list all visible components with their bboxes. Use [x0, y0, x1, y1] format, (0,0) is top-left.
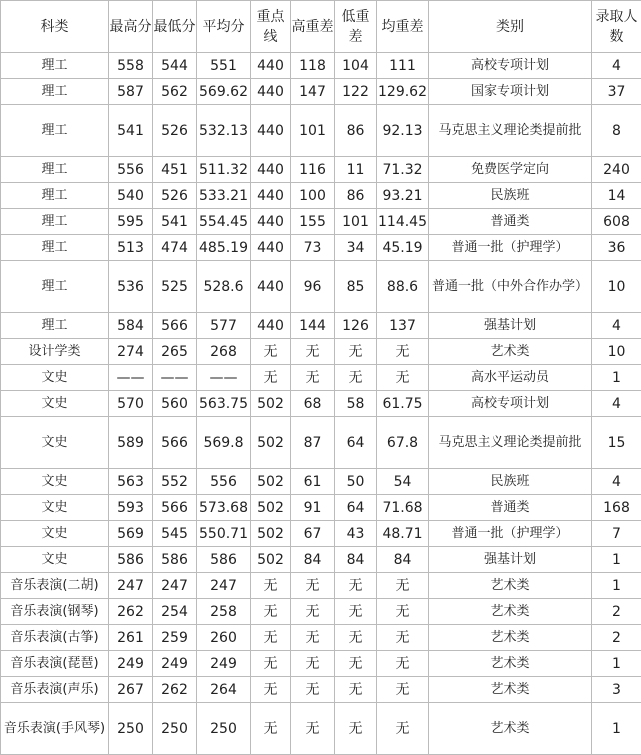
- header-avg-score: 平均分: [197, 1, 251, 53]
- high-diff-cell: 无: [291, 677, 335, 703]
- min-score-cell: 586: [153, 547, 197, 573]
- high-diff-cell: 116: [291, 157, 335, 183]
- max-score-cell: 586: [109, 547, 153, 573]
- high-diff-cell: 144: [291, 313, 335, 339]
- max-score-cell: 536: [109, 261, 153, 313]
- key-line-cell: 440: [251, 313, 291, 339]
- avg-score-cell: 260: [197, 625, 251, 651]
- high-diff-cell: 147: [291, 79, 335, 105]
- low-diff-cell: 50: [335, 469, 377, 495]
- key-line-cell: 无: [251, 365, 291, 391]
- table-row: [1, 677, 641, 703]
- min-score-cell: 541: [153, 209, 197, 235]
- admission-type-cell: 强基计划: [429, 547, 592, 573]
- max-score-cell: 589: [109, 417, 153, 469]
- max-score-cell: 587: [109, 79, 153, 105]
- header-row: [1, 1, 641, 53]
- subject-category-cell: 设计学类: [1, 339, 109, 365]
- min-score-cell: 552: [153, 469, 197, 495]
- low-diff-cell: 84: [335, 547, 377, 573]
- subject-category-cell: 理工: [1, 53, 109, 79]
- low-diff-cell: 无: [335, 677, 377, 703]
- key-line-cell: 502: [251, 521, 291, 547]
- high-diff-cell: 68: [291, 391, 335, 417]
- min-score-cell: 544: [153, 53, 197, 79]
- min-score-cell: 249: [153, 651, 197, 677]
- min-score-cell: 566: [153, 417, 197, 469]
- max-score-cell: 267: [109, 677, 153, 703]
- table-row: [1, 573, 641, 599]
- max-score-cell: 249: [109, 651, 153, 677]
- high-diff-cell: 101: [291, 105, 335, 157]
- avg-score-cell: 563.75: [197, 391, 251, 417]
- subject-category-cell: 文史: [1, 495, 109, 521]
- key-line-cell: 440: [251, 261, 291, 313]
- admitted-count-cell: 4: [592, 53, 641, 79]
- admitted-count-cell: 10: [592, 339, 641, 365]
- low-diff-cell: 无: [335, 365, 377, 391]
- admitted-count-cell: 36: [592, 235, 641, 261]
- subject-category-cell: 理工: [1, 209, 109, 235]
- admission-type-cell: 马克思主义理论类提前批: [429, 417, 592, 469]
- table-row: [1, 313, 641, 339]
- max-score-cell: 556: [109, 157, 153, 183]
- low-diff-cell: 85: [335, 261, 377, 313]
- max-score-cell: 563: [109, 469, 153, 495]
- max-score-cell: 595: [109, 209, 153, 235]
- admitted-count-cell: 240: [592, 157, 641, 183]
- avg-diff-cell: 92.13: [377, 105, 429, 157]
- min-score-cell: 525: [153, 261, 197, 313]
- avg-score-cell: 258: [197, 599, 251, 625]
- admitted-count-cell: 608: [592, 209, 641, 235]
- avg-score-cell: 533.21: [197, 183, 251, 209]
- avg-diff-cell: 137: [377, 313, 429, 339]
- min-score-cell: 566: [153, 313, 197, 339]
- admitted-count-cell: 2: [592, 625, 641, 651]
- admitted-count-cell: 1: [592, 573, 641, 599]
- subject-category-cell: 音乐表演(古筝): [1, 625, 109, 651]
- admitted-count-cell: 15: [592, 417, 641, 469]
- admission-type-cell: 普通一批（中外合作办学）: [429, 261, 592, 313]
- key-line-cell: 502: [251, 391, 291, 417]
- min-score-cell: 560: [153, 391, 197, 417]
- table-row: [1, 157, 641, 183]
- max-score-cell: 569: [109, 521, 153, 547]
- low-diff-cell: 无: [335, 625, 377, 651]
- admitted-count-cell: 1: [592, 547, 641, 573]
- avg-diff-cell: 84: [377, 547, 429, 573]
- avg-score-cell: 249: [197, 651, 251, 677]
- max-score-cell: ——: [109, 365, 153, 391]
- header-admission-type: 类别: [429, 1, 592, 53]
- avg-diff-cell: 114.45: [377, 209, 429, 235]
- low-diff-cell: 无: [335, 573, 377, 599]
- min-score-cell: ——: [153, 365, 197, 391]
- admitted-count-cell: 168: [592, 495, 641, 521]
- table-row: [1, 625, 641, 651]
- max-score-cell: 540: [109, 183, 153, 209]
- key-line-cell: 440: [251, 53, 291, 79]
- low-diff-cell: 86: [335, 183, 377, 209]
- avg-score-cell: 532.13: [197, 105, 251, 157]
- admitted-count-cell: 8: [592, 105, 641, 157]
- admission-type-cell: 高校专项计划: [429, 391, 592, 417]
- avg-diff-cell: 45.19: [377, 235, 429, 261]
- avg-score-cell: 573.68: [197, 495, 251, 521]
- min-score-cell: 250: [153, 703, 197, 755]
- admission-type-cell: 高水平运动员: [429, 365, 592, 391]
- high-diff-cell: 无: [291, 703, 335, 755]
- table-row: [1, 105, 641, 157]
- subject-category-cell: 音乐表演(手风琴): [1, 703, 109, 755]
- header-admitted-count: 录取人数: [592, 1, 641, 53]
- admission-type-cell: 艺术类: [429, 625, 592, 651]
- table-row: [1, 339, 641, 365]
- admitted-count-cell: 1: [592, 703, 641, 755]
- header-max-score: 最高分: [109, 1, 153, 53]
- admission-type-cell: 艺术类: [429, 651, 592, 677]
- key-line-cell: 440: [251, 209, 291, 235]
- admitted-count-cell: 10: [592, 261, 641, 313]
- avg-score-cell: 556: [197, 469, 251, 495]
- min-score-cell: 474: [153, 235, 197, 261]
- avg-score-cell: 528.6: [197, 261, 251, 313]
- max-score-cell: 247: [109, 573, 153, 599]
- avg-score-cell: 586: [197, 547, 251, 573]
- low-diff-cell: 101: [335, 209, 377, 235]
- high-diff-cell: 无: [291, 339, 335, 365]
- low-diff-cell: 86: [335, 105, 377, 157]
- max-score-cell: 250: [109, 703, 153, 755]
- high-diff-cell: 84: [291, 547, 335, 573]
- subject-category-cell: 音乐表演(二胡): [1, 573, 109, 599]
- low-diff-cell: 122: [335, 79, 377, 105]
- admitted-count-cell: 3: [592, 677, 641, 703]
- min-score-cell: 259: [153, 625, 197, 651]
- high-diff-cell: 无: [291, 625, 335, 651]
- key-line-cell: 无: [251, 677, 291, 703]
- avg-score-cell: 554.45: [197, 209, 251, 235]
- avg-score-cell: ——: [197, 365, 251, 391]
- avg-diff-cell: 71.32: [377, 157, 429, 183]
- admission-type-cell: 艺术类: [429, 573, 592, 599]
- admission-type-cell: 艺术类: [429, 677, 592, 703]
- admitted-count-cell: 4: [592, 313, 641, 339]
- table-row: [1, 53, 641, 79]
- header-low-diff: 低重差: [335, 1, 377, 53]
- admission-type-cell: 艺术类: [429, 599, 592, 625]
- admission-type-cell: 强基计划: [429, 313, 592, 339]
- avg-diff-cell: 无: [377, 599, 429, 625]
- high-diff-cell: 91: [291, 495, 335, 521]
- admitted-count-cell: 1: [592, 365, 641, 391]
- avg-score-cell: 577: [197, 313, 251, 339]
- max-score-cell: 570: [109, 391, 153, 417]
- subject-category-cell: 理工: [1, 261, 109, 313]
- min-score-cell: 566: [153, 495, 197, 521]
- subject-category-cell: 文史: [1, 417, 109, 469]
- admission-type-cell: 普通类: [429, 495, 592, 521]
- subject-category-cell: 文史: [1, 547, 109, 573]
- avg-diff-cell: 93.21: [377, 183, 429, 209]
- table-row: [1, 79, 641, 105]
- avg-diff-cell: 71.68: [377, 495, 429, 521]
- low-diff-cell: 126: [335, 313, 377, 339]
- subject-category-cell: 理工: [1, 157, 109, 183]
- admission-type-cell: 国家专项计划: [429, 79, 592, 105]
- table-row: [1, 209, 641, 235]
- subject-category-cell: 音乐表演(琵琶): [1, 651, 109, 677]
- min-score-cell: 526: [153, 105, 197, 157]
- low-diff-cell: 34: [335, 235, 377, 261]
- key-line-cell: 无: [251, 703, 291, 755]
- min-score-cell: 265: [153, 339, 197, 365]
- avg-diff-cell: 67.8: [377, 417, 429, 469]
- admission-type-cell: 艺术类: [429, 339, 592, 365]
- max-score-cell: 513: [109, 235, 153, 261]
- high-diff-cell: 无: [291, 599, 335, 625]
- min-score-cell: 247: [153, 573, 197, 599]
- table-row: [1, 417, 641, 469]
- min-score-cell: 545: [153, 521, 197, 547]
- admission-type-cell: 民族班: [429, 183, 592, 209]
- avg-score-cell: 551: [197, 53, 251, 79]
- key-line-cell: 440: [251, 79, 291, 105]
- high-diff-cell: 61: [291, 469, 335, 495]
- table-row: [1, 261, 641, 313]
- low-diff-cell: 64: [335, 417, 377, 469]
- header-subject-category: 科类: [1, 1, 109, 53]
- avg-score-cell: 511.32: [197, 157, 251, 183]
- avg-diff-cell: 129.62: [377, 79, 429, 105]
- avg-score-cell: 268: [197, 339, 251, 365]
- table-row: [1, 235, 641, 261]
- admission-type-cell: 民族班: [429, 469, 592, 495]
- high-diff-cell: 118: [291, 53, 335, 79]
- admission-type-cell: 普通一批（护理学）: [429, 521, 592, 547]
- key-line-cell: 440: [251, 235, 291, 261]
- key-line-cell: 无: [251, 599, 291, 625]
- min-score-cell: 526: [153, 183, 197, 209]
- subject-category-cell: 文史: [1, 365, 109, 391]
- high-diff-cell: 100: [291, 183, 335, 209]
- subject-category-cell: 文史: [1, 521, 109, 547]
- low-diff-cell: 64: [335, 495, 377, 521]
- min-score-cell: 562: [153, 79, 197, 105]
- subject-category-cell: 文史: [1, 391, 109, 417]
- key-line-cell: 440: [251, 105, 291, 157]
- key-line-cell: 无: [251, 339, 291, 365]
- admission-type-cell: 马克思主义理论类提前批: [429, 105, 592, 157]
- header-key-line: 重点线: [251, 1, 291, 53]
- avg-diff-cell: 无: [377, 339, 429, 365]
- low-diff-cell: 104: [335, 53, 377, 79]
- avg-diff-cell: 54: [377, 469, 429, 495]
- max-score-cell: 541: [109, 105, 153, 157]
- avg-diff-cell: 无: [377, 573, 429, 599]
- admitted-count-cell: 14: [592, 183, 641, 209]
- admitted-count-cell: 37: [592, 79, 641, 105]
- table-row: [1, 391, 641, 417]
- key-line-cell: 502: [251, 417, 291, 469]
- min-score-cell: 262: [153, 677, 197, 703]
- max-score-cell: 558: [109, 53, 153, 79]
- min-score-cell: 254: [153, 599, 197, 625]
- avg-score-cell: 250: [197, 703, 251, 755]
- table-row: [1, 651, 641, 677]
- low-diff-cell: 11: [335, 157, 377, 183]
- subject-category-cell: 文史: [1, 469, 109, 495]
- admitted-count-cell: 7: [592, 521, 641, 547]
- table-row: [1, 365, 641, 391]
- subject-category-cell: 理工: [1, 235, 109, 261]
- low-diff-cell: 无: [335, 339, 377, 365]
- admission-type-cell: 艺术类: [429, 703, 592, 755]
- avg-diff-cell: 无: [377, 651, 429, 677]
- admitted-count-cell: 4: [592, 391, 641, 417]
- key-line-cell: 502: [251, 547, 291, 573]
- admission-type-cell: 高校专项计划: [429, 53, 592, 79]
- max-score-cell: 584: [109, 313, 153, 339]
- high-diff-cell: 87: [291, 417, 335, 469]
- low-diff-cell: 43: [335, 521, 377, 547]
- header-avg-diff: 均重差: [377, 1, 429, 53]
- avg-score-cell: 247: [197, 573, 251, 599]
- key-line-cell: 502: [251, 495, 291, 521]
- low-diff-cell: 无: [335, 651, 377, 677]
- key-line-cell: 440: [251, 183, 291, 209]
- high-diff-cell: 67: [291, 521, 335, 547]
- avg-diff-cell: 61.75: [377, 391, 429, 417]
- avg-diff-cell: 无: [377, 677, 429, 703]
- subject-category-cell: 音乐表演(钢琴): [1, 599, 109, 625]
- table-row: [1, 183, 641, 209]
- high-diff-cell: 73: [291, 235, 335, 261]
- low-diff-cell: 无: [335, 703, 377, 755]
- high-diff-cell: 96: [291, 261, 335, 313]
- subject-category-cell: 理工: [1, 79, 109, 105]
- admitted-count-cell: 4: [592, 469, 641, 495]
- high-diff-cell: 无: [291, 365, 335, 391]
- max-score-cell: 593: [109, 495, 153, 521]
- max-score-cell: 261: [109, 625, 153, 651]
- avg-score-cell: 569.8: [197, 417, 251, 469]
- avg-score-cell: 485.19: [197, 235, 251, 261]
- admission-type-cell: 普通类: [429, 209, 592, 235]
- high-diff-cell: 155: [291, 209, 335, 235]
- high-diff-cell: 无: [291, 651, 335, 677]
- avg-score-cell: 550.71: [197, 521, 251, 547]
- max-score-cell: 274: [109, 339, 153, 365]
- high-diff-cell: 无: [291, 573, 335, 599]
- subject-category-cell: 理工: [1, 183, 109, 209]
- admission-type-cell: 普通一批（护理学）: [429, 235, 592, 261]
- avg-diff-cell: 无: [377, 703, 429, 755]
- header-high-diff: 高重差: [291, 1, 335, 53]
- admitted-count-cell: 2: [592, 599, 641, 625]
- header-min-score: 最低分: [153, 1, 197, 53]
- avg-diff-cell: 111: [377, 53, 429, 79]
- subject-category-cell: 理工: [1, 105, 109, 157]
- table-row: [1, 495, 641, 521]
- table-row: [1, 469, 641, 495]
- admission-type-cell: 免费医学定向: [429, 157, 592, 183]
- table-row: [1, 599, 641, 625]
- admitted-count-cell: 1: [592, 651, 641, 677]
- avg-diff-cell: 48.71: [377, 521, 429, 547]
- key-line-cell: 无: [251, 625, 291, 651]
- max-score-cell: 262: [109, 599, 153, 625]
- avg-score-cell: 264: [197, 677, 251, 703]
- key-line-cell: 502: [251, 469, 291, 495]
- subject-category-cell: 音乐表演(声乐): [1, 677, 109, 703]
- key-line-cell: 无: [251, 573, 291, 599]
- avg-diff-cell: 无: [377, 365, 429, 391]
- min-score-cell: 451: [153, 157, 197, 183]
- avg-diff-cell: 88.6: [377, 261, 429, 313]
- low-diff-cell: 58: [335, 391, 377, 417]
- table-row: [1, 521, 641, 547]
- table-row: [1, 547, 641, 573]
- key-line-cell: 440: [251, 157, 291, 183]
- low-diff-cell: 无: [335, 599, 377, 625]
- avg-diff-cell: 无: [377, 625, 429, 651]
- avg-score-cell: 569.62: [197, 79, 251, 105]
- key-line-cell: 无: [251, 651, 291, 677]
- subject-category-cell: 理工: [1, 313, 109, 339]
